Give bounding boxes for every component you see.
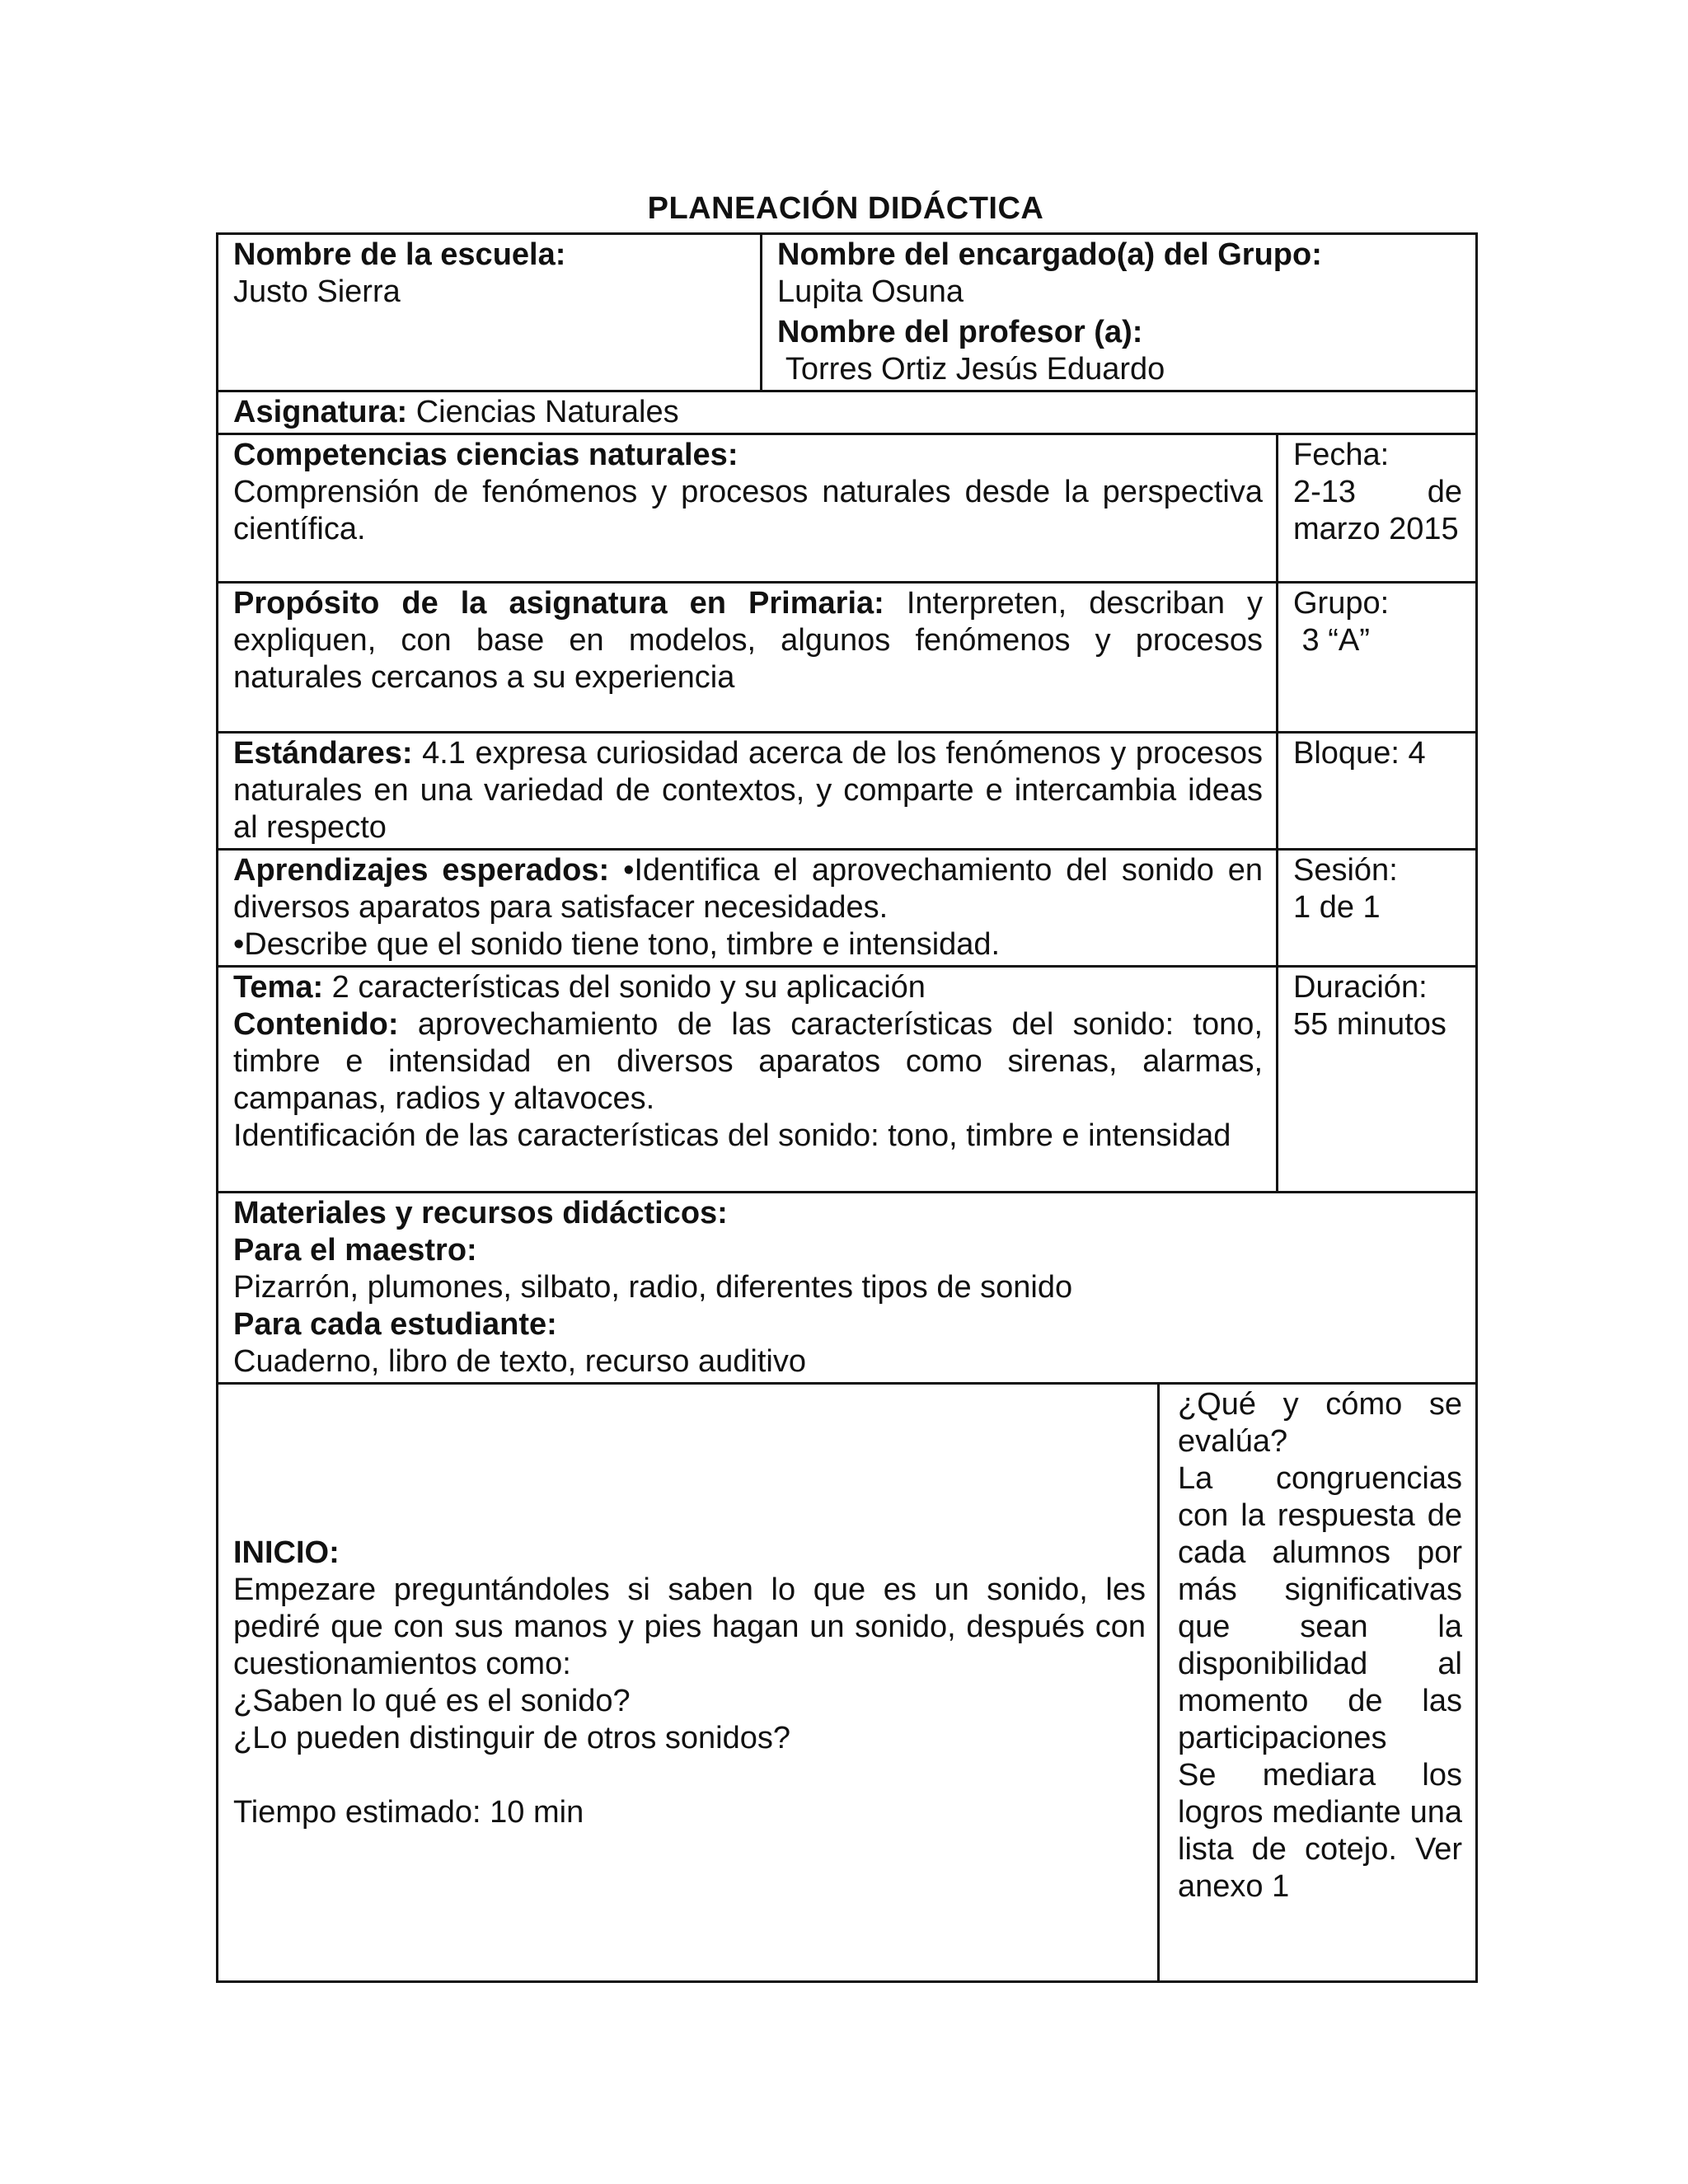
competencies-label: Competencias ciencias naturales: — [233, 438, 738, 472]
materials-row — [218, 1193, 1477, 1384]
competencies-text: Comprensión de fenómenos y procesos naturales desde la perspectiva científica. — [233, 475, 1263, 546]
learning-row — [218, 850, 1477, 967]
subject-cell — [218, 391, 1477, 434]
competencies-row — [218, 434, 1477, 583]
materials-cell — [218, 1193, 1477, 1384]
inicio-time: Tiempo estimado: 10 min — [233, 1794, 584, 1830]
teacher-materials: Pizarrón, plumones, silbato, radio, diferentes tipos de sonido — [233, 1270, 1073, 1305]
school-cell — [218, 234, 762, 391]
inicio-question-2: ¿Lo pueden distinguir de otros sonidos? — [233, 1720, 791, 1755]
inicio-cell — [218, 1384, 1159, 1982]
date-value: 2-13 de marzo 2015 — [1293, 475, 1462, 546]
header-row — [218, 234, 1477, 391]
student-materials-label: Para cada estudiante: — [233, 1307, 557, 1342]
content-text: aprovechamiento de las características del sonido: tono, timbre e intensidad en diversos aparatos como sirenas, alarmas, campanas, radios y altavoces. — [233, 1007, 1263, 1116]
student-materials: Cuaderno, libro de texto, recurso auditivo — [233, 1344, 806, 1379]
duration-value: 55 minutos — [1293, 1007, 1447, 1042]
block-cell — [1278, 733, 1477, 850]
evaluation-question: ¿Qué y cómo se evalúa? — [1178, 1387, 1462, 1459]
teacher-materials-label: Para el maestro: — [233, 1233, 477, 1268]
subject-value: Ciencias Naturales — [407, 395, 679, 429]
learning-cell — [218, 850, 1278, 967]
school-name: Justo Sierra — [233, 274, 401, 309]
inicio-label: INICIO: — [233, 1535, 340, 1570]
teacher-name: Torres Ortiz Jesús Eduardo — [777, 352, 1165, 387]
topic-cell — [218, 967, 1278, 1193]
staff-cell — [762, 234, 1477, 391]
inicio-question-1: ¿Saben lo qué es el sonido? — [233, 1683, 631, 1718]
content-label: Contenido: — [233, 1007, 399, 1042]
topic-row — [218, 967, 1477, 1193]
group-label: Grupo: — [1293, 586, 1390, 621]
purpose-label: Propósito de la asignatura en Primaria: — [233, 586, 884, 621]
block-value: Bloque: 4 — [1293, 736, 1426, 771]
inicio-text: Empezare preguntándoles si saben lo que es un sonido, les pediré que con sus manos y pies hagan un sonido, después con cuestionamientos como: — [233, 1572, 1146, 1681]
group-cell — [1278, 583, 1477, 733]
spacer — [233, 1757, 1146, 1794]
planning-table — [216, 232, 1478, 1983]
purpose-text: Interpreten, describan y expliquen, con base en modelos, algunos fenómenos y procesos naturales cercanos a su experiencia — [233, 586, 1264, 695]
topic-text: 2 características del sonido y su aplicación — [323, 970, 926, 1005]
standards-cell — [218, 733, 1278, 850]
session-value: 1 de 1 — [1293, 890, 1381, 925]
evaluation-cell — [1159, 1384, 1477, 1982]
duration-label: Duración: — [1293, 970, 1428, 1005]
standards-label: Estándares: — [233, 736, 413, 771]
topic-label: Tema: — [233, 970, 324, 1005]
evaluation-text-1: La congruencias con la respuesta de cada alumnos por más significativas que sean la disponibilidad al momento de las participaciones — [1178, 1461, 1462, 1755]
materials-label: Materiales y recursos didácticos: — [233, 1196, 728, 1230]
learning-label: Aprendizajes esperados: — [233, 853, 610, 888]
standards-text: 4.1 expresa curiosidad acerca de los fenómenos y procesos naturales en una variedad de contextos, y comparte e intercambia ideas al respecto — [233, 736, 1263, 845]
subject-label: Asignatura: — [233, 395, 408, 429]
session-label: Sesión: — [1293, 853, 1398, 888]
inicio-row — [218, 1384, 1477, 1982]
group-lead-name: Lupita Osuna — [777, 274, 964, 309]
subject-row — [218, 391, 1477, 434]
date-cell — [1278, 434, 1477, 583]
purpose-row — [218, 583, 1477, 733]
date-label: Fecha: — [1293, 438, 1390, 472]
group-value: 3 “A” — [1293, 623, 1370, 658]
document-title: PLANEACIÓN DIDÁCTICA — [647, 191, 1044, 226]
standards-row — [218, 733, 1477, 850]
competencies-cell — [218, 434, 1278, 583]
teacher-label: Nombre del profesor (a): — [777, 315, 1143, 349]
identification-text: Identificación de las características del sonido: tono, timbre e intensidad — [233, 1118, 1231, 1153]
learning-item-2: •Describe que el sonido tiene tono, timbre e intensidad. — [233, 927, 1001, 962]
group-lead-label: Nombre del encargado(a) del Grupo: — [777, 237, 1322, 272]
school-label: Nombre de la escuela: — [233, 237, 566, 272]
learning-item-1: •Identifica el aprovechamiento del sonido en diversos aparatos para satisfacer necesidades. — [233, 853, 1263, 925]
session-cell — [1278, 850, 1477, 967]
evaluation-text-2: Se mediara los logros mediante una lista de cotejo. Ver anexo 1 — [1178, 1758, 1462, 1904]
duration-cell — [1278, 967, 1477, 1193]
purpose-cell — [218, 583, 1278, 733]
